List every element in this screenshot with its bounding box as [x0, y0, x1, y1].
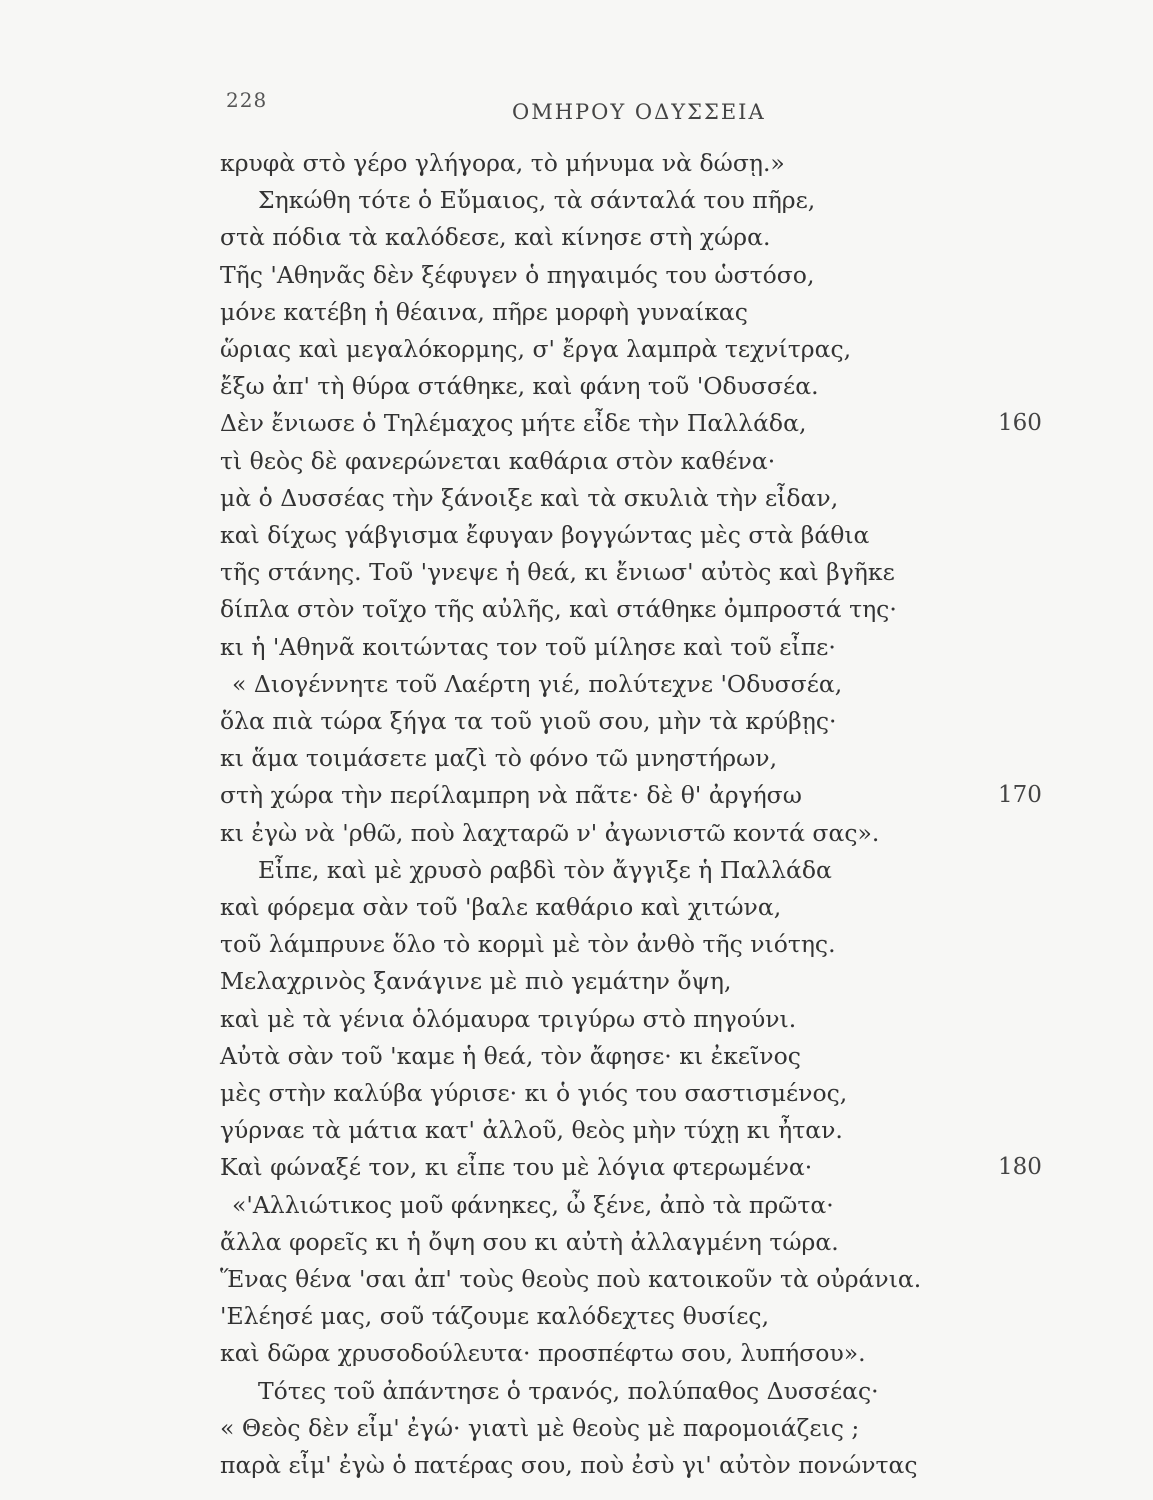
verse-line — [0, 146, 1153, 183]
verse-line — [0, 853, 1153, 890]
verse-text: τῆς στάνης. Τοῦ 'γνεψε ἡ θεά, κι ἔνιωσ' αὐτὸς καὶ βγῆκε — [220, 558, 895, 587]
verse-line — [0, 778, 1153, 815]
verse-line-number: 180 — [998, 1154, 1042, 1181]
verse-text: στὰ πόδια τὰ καλόδεσε, καὶ κίνησε στὴ χώρα. — [220, 223, 771, 252]
verse-line — [0, 518, 1153, 555]
page-header — [0, 88, 1153, 128]
verse-line — [0, 406, 1153, 443]
verse-text: « Θεὸς δὲν εἶμ' ἐγώ· γιατὶ μὲ θεοὺς μὲ παρομοιάζεις ; — [220, 1413, 860, 1442]
verse-text: Καὶ φώναξέ τον, κι εἶπε του μὲ λόγια φτερωμένα· — [220, 1153, 813, 1182]
verse-line-number: 160 — [998, 410, 1042, 437]
verse-text: τὶ θεὸς δὲ φανερώνεται καθάρια στὸν καθένα· — [220, 446, 776, 475]
verse-line — [0, 444, 1153, 481]
verse-text: « Διογέννητε τοῦ Λαέρτη γιέ, πολύτεχνε 'Οδυσσέα, — [232, 669, 843, 698]
verse-text: καὶ δίχως γάβγισμα ἔφυγαν βογγώντας μὲς στὰ βάθια — [220, 521, 870, 549]
verse-text: Δὲν ἔνιωσε ὁ Τηλέμαχος μήτε εἶδε τὴν Παλλάδα, — [220, 409, 807, 438]
verse-line — [0, 555, 1153, 592]
verse-line — [0, 741, 1153, 778]
verse-line — [0, 1188, 1153, 1225]
verse-text: καὶ μὲ τὰ γένια ὁλόμαυρα τριγύρω στὸ πηγούνι. — [220, 1004, 797, 1033]
verse-text: Ἕνας θένα 'σαι ἀπ' τοὺς θεοὺς ποὺ κατοικοῦν τὰ οὐράνια. — [220, 1265, 922, 1293]
verse-line — [0, 1411, 1153, 1448]
verse-text: κρυφὰ στὸ γέρο γλήγορα, τὸ μήνυμα νὰ δώσῃ.» — [220, 149, 785, 177]
verse-line — [0, 704, 1153, 741]
verse-text: κι ἡ 'Αθηνᾶ κοιτώντας τον τοῦ μίλησε καὶ τοῦ εἶπε· — [220, 632, 836, 661]
verse-line — [0, 1448, 1153, 1485]
verse-line — [0, 927, 1153, 964]
verse-text: μόνε κατέβη ἡ θέαινα, πῆρε μορφὴ γυναίκας — [220, 297, 748, 326]
running-title: ΟΜΗΡΟΥ ΟΔΥΣΣΕΙΑ — [512, 100, 766, 124]
verse-line — [0, 964, 1153, 1001]
verse-text: 'Ελέησέ μας, σοῦ τάζουμε καλόδεχτες θυσίες, — [220, 1302, 770, 1331]
verse-line — [0, 183, 1153, 220]
verse-text: καὶ φόρεμα σὰν τοῦ 'βαλε καθάριο καὶ χιτώνα, — [220, 893, 782, 921]
verse-line — [0, 369, 1153, 406]
verse-text: Αὐτὰ σὰν τοῦ 'καμε ἡ θεά, τὸν ἄφησε· κι ἐκεῖνος — [220, 1041, 801, 1070]
verse-text: καὶ δῶρα χρυσοδούλευτα· προσπέφτω σου, λυπήσου». — [220, 1339, 866, 1368]
verse-text: κι ἅμα τοιμάσετε μαζὶ τὸ φόνο τῶ μνηστήρων, — [220, 744, 778, 773]
verse-text: στὴ χώρα τὴν περίλαμπρη νὰ πᾶτε· δὲ θ' ἀργήσω — [220, 781, 802, 810]
verse-text: ἄλλα φορεῖς κι ἡ ὄψη σου κι αὐτὴ ἀλλαγμένη τώρα. — [220, 1227, 839, 1256]
verse-line — [0, 1299, 1153, 1336]
verse-line — [0, 332, 1153, 369]
verse-text: παρὰ εἶμ' ἐγὼ ὁ πατέρας σου, ποὺ ἐσὺ γι' αὐτὸν πονώντας — [220, 1451, 918, 1479]
verse-line — [0, 220, 1153, 257]
verse-line — [0, 481, 1153, 518]
verse-line — [0, 1336, 1153, 1373]
verse-line — [0, 258, 1153, 295]
verse-line — [0, 592, 1153, 629]
verse-line — [0, 295, 1153, 332]
page-number: 228 — [226, 88, 268, 112]
verse-line — [0, 630, 1153, 667]
verse-line — [0, 1039, 1153, 1076]
verse-text: μὰ ὁ Δυσσέας τὴν ξάνοιξε καὶ τὰ σκυλιὰ τὴν εἶδαν, — [220, 483, 839, 512]
verse-text: ὅλα πιὰ τώρα ξήγα τα τοῦ γιοῦ σου, μὴν τὰ κρύβῃς· — [220, 707, 837, 735]
verse-text: τοῦ λάμπρυνε ὅλο τὸ κορμὶ μὲ τὸν ἀνθὸ τῆς νιότης. — [220, 930, 836, 959]
verse-line-number: 170 — [998, 782, 1042, 809]
verse-text: ὥριας καὶ μεγαλόκορμης, σ' ἔργα λαμπρὰ τεχνίτρας, — [220, 335, 852, 363]
verse-line — [0, 1374, 1153, 1411]
verse-text: «'Αλλιώτικος μοῦ φάνηκες, ὦ ξένε, ἀπὸ τὰ πρῶτα· — [232, 1190, 834, 1219]
verse-text: μὲς στὴν καλύβα γύρισε· κι ὁ γιός του σαστισμένος, — [220, 1079, 848, 1107]
verse-text: Εἶπε, καὶ μὲ χρυσὸ ραβδὶ τὸν ἄγγιξε ἡ Παλλάδα — [258, 855, 832, 884]
verse-line — [0, 1262, 1153, 1299]
verse-line — [0, 1225, 1153, 1262]
verse-line — [0, 1150, 1153, 1187]
verse-text: Τότες τοῦ ἀπάντησε ὁ τρανός, πολύπαθος Δυσσέας· — [258, 1376, 879, 1405]
verse-text: κι ἐγὼ νὰ 'ρθῶ, ποὺ λαχταρῶ ν' ἀγωνιστῶ κοντά σας». — [220, 818, 880, 847]
verse-line — [0, 1002, 1153, 1039]
verse-text: Μελαχρινὸς ξανάγινε μὲ πιὸ γεμάτην ὄψη, — [220, 967, 732, 996]
verse-text: δίπλα στὸν τοῖχο τῆς αὐλῆς, καὶ στάθηκε ὀμπροστά της· — [220, 595, 897, 624]
verse-line — [0, 667, 1153, 704]
verse-line — [0, 1076, 1153, 1113]
verse-text: ἔξω ἀπ' τὴ θύρα στάθηκε, καὶ φάνη τοῦ 'Οδυσσέα. — [220, 372, 819, 401]
verse-text: Σηκώθη τότε ὁ Εὔμαιος, τὰ σάνταλά του πῆρε, — [258, 186, 816, 215]
verse-text: γύρναε τὰ μάτια κατ' ἀλλοῦ, θεὸς μὴν τύχῃ κι ἦταν. — [220, 1116, 843, 1145]
verse-line — [0, 1113, 1153, 1150]
verse-line — [0, 816, 1153, 853]
verse-line — [0, 890, 1153, 927]
verse-text: Τῆς 'Αθηνᾶς δὲν ξέφυγεν ὁ πηγαιμός του ὡστόσο, — [220, 260, 815, 289]
